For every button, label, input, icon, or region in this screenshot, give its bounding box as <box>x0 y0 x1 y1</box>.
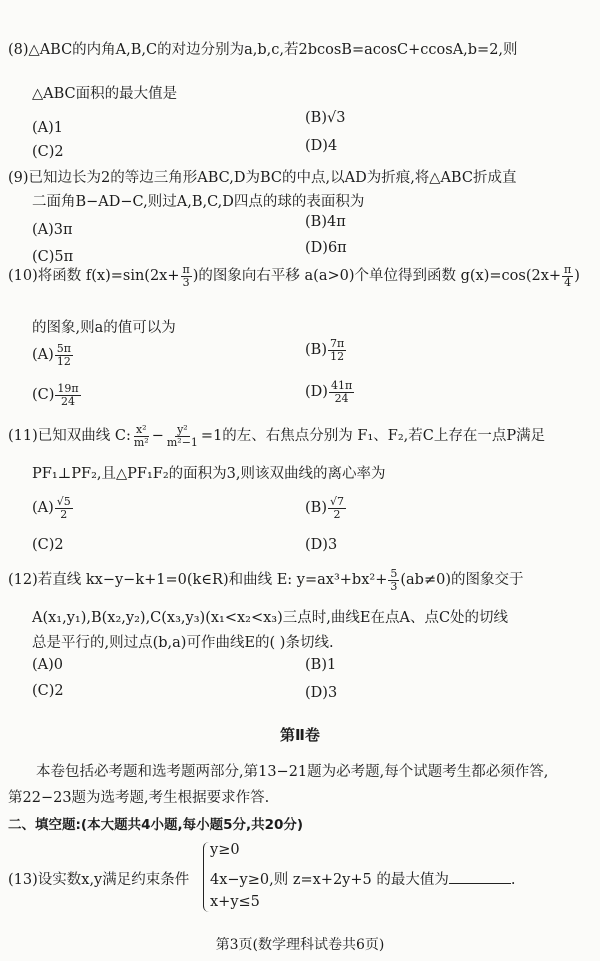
q11-stem-a: (11)已知双曲线 C: <box>8 428 131 445</box>
q11-frac-y <box>165 424 200 448</box>
q12-stem-a: (12)若直线 kx−y−k+1=0(k∈R)和曲线 E: y=ax³+bx²+ <box>8 572 388 589</box>
q11-minus: − <box>151 428 164 445</box>
q9-option-a: (A)3π <box>32 222 73 238</box>
q10-stem-c: ) <box>574 268 580 285</box>
q11-option-b-label: (B) <box>305 500 327 517</box>
q11-option-a-frac <box>55 496 73 520</box>
q10-option-d-label: (D) <box>305 384 328 401</box>
q13-constraint-3: x+y≤5 <box>210 894 260 910</box>
q11-option-a <box>32 496 74 520</box>
q11-option-a-den: 2 <box>60 507 68 521</box>
q10-option-b-label: (B) <box>305 342 327 359</box>
q8-option-d: (D)4 <box>305 138 338 154</box>
q11-option-a-num: √5 <box>56 495 71 508</box>
q10-frac-pi3 <box>181 264 192 288</box>
q9-line2: 二面角B−AD−C,则过A,B,C,D四点的球的表面积为 <box>32 194 365 210</box>
q10-frac-pi4-num: π <box>564 263 572 276</box>
q11-option-a-label: (A) <box>32 500 54 517</box>
section-intro-line2: 第22−23题为选考题,考生根据要求作答. <box>8 790 270 806</box>
q12-frac-den: 3 <box>390 579 398 593</box>
section-title: 第Ⅱ卷 <box>280 726 320 744</box>
constraint-brace <box>203 842 210 912</box>
q11-option-c: (C)2 <box>32 537 64 553</box>
q9-option-d: (D)6π <box>305 240 347 256</box>
q12-frac-num: 5 <box>390 567 398 580</box>
q10-option-a <box>32 343 74 367</box>
q10-option-b-frac <box>328 338 346 362</box>
q10-option-c-num: 19π <box>57 382 79 395</box>
q12-option-d: (D)3 <box>305 685 338 701</box>
q13-end: . <box>510 872 516 888</box>
q10-frac-pi4-den: 4 <box>564 275 572 289</box>
q11-option-b-den: 2 <box>333 507 341 521</box>
q8-option-c: (C)2 <box>32 144 64 160</box>
q8-line1: (8)△ABC的内角A,B,C的对边分别为a,b,c,若2bcosB=acosC+ccosA,b=2,则 <box>8 42 518 58</box>
q10-line1 <box>8 264 580 288</box>
q11-frac-y-den: m²−1 <box>166 435 198 449</box>
q10-option-b-num: 7π <box>329 337 345 350</box>
q11-line2: PF₁⊥PF₂,且△PF₁F₂的面积为3,则该双曲线的离心率为 <box>32 466 386 482</box>
q12-line1 <box>8 568 523 592</box>
q13-constraint-2 <box>210 868 515 889</box>
q11-option-d: (D)3 <box>305 537 338 553</box>
q9-option-b: (B)4π <box>305 214 346 230</box>
q12-option-b: (B)1 <box>305 657 337 673</box>
q10-option-d-num: 41π <box>330 379 353 392</box>
q10-option-d-den: 24 <box>334 391 349 405</box>
q11-frac-x-num: x² <box>135 423 147 436</box>
q12-line3: 总是平行的,则过点(b,a)可作曲线E的( )条切线. <box>32 635 334 651</box>
q11-frac-y-num: y² <box>177 423 188 436</box>
q11-line1 <box>8 424 545 448</box>
q12-option-c: (C)2 <box>32 683 64 699</box>
q10-option-c-den: 24 <box>61 394 76 408</box>
q10-option-c-label: (C) <box>32 387 55 404</box>
q10-option-d <box>305 380 355 404</box>
q10-option-c <box>32 383 82 407</box>
q10-option-b-den: 12 <box>330 349 345 363</box>
q8-option-a: (A)1 <box>32 120 64 136</box>
q13-constraint-1: y≥0 <box>210 842 240 858</box>
q12-stem-b: (ab≠0)的图象交于 <box>400 572 524 589</box>
q10-frac-pi3-num: π <box>182 263 190 276</box>
page-footer: 第3页(数学理科试卷共6页) <box>215 937 385 953</box>
q9-option-c: (C)5π <box>32 249 74 265</box>
q10-option-a-den: 12 <box>56 354 71 368</box>
q8-line2: △ABC面积的最大值是 <box>32 86 178 102</box>
answer-blank <box>449 871 511 884</box>
q10-frac-pi3-den: 3 <box>182 275 190 289</box>
q11-frac-x <box>132 424 151 448</box>
q11-option-b <box>305 496 347 520</box>
q10-option-c-frac <box>55 383 80 407</box>
q10-option-a-label: (A) <box>32 347 54 364</box>
q10-option-a-frac <box>55 343 73 367</box>
q10-option-d-frac <box>329 380 354 404</box>
q10-stem-b: )的图象向右平移 a(a>0)个单位得到函数 g(x)=cos(2x+ <box>192 268 562 285</box>
q12-line2: A(x₁,y₁),B(x₂,y₂),C(x₃,y₃)(x₁<x₂<x₃)三点时,曲线E在点A、点C处的切线 <box>32 610 509 626</box>
q12-option-a: (A)0 <box>32 657 64 673</box>
q11-frac-x-den: m² <box>133 435 149 449</box>
q10-line2: 的图象,则a的值可以为 <box>32 320 176 336</box>
q13-lead: (13)设实数x,y满足约束条件 <box>8 872 190 888</box>
q13-constraint-2-text: 4x−y≥0,则 z=x+2y+5 的最大值为 <box>210 872 449 888</box>
section-intro-line1: 本卷包括必考题和选考题两部分,第13−21题为必考题,每个试题考生都必须作答, <box>36 764 549 780</box>
q11-option-b-frac <box>328 496 346 520</box>
q11-option-b-num: √7 <box>329 495 344 508</box>
q10-stem-a: (10)将函数 f(x)=sin(2x+ <box>8 268 180 285</box>
q12-frac <box>388 568 399 592</box>
q10-frac-pi4 <box>562 264 573 288</box>
fill-blank-heading: 二、填空题:(本大题共4小题,每小题5分,共20分) <box>8 817 304 833</box>
q11-stem-b: =1的左、右焦点分别为 F₁、F₂,若C上存在一点P满足 <box>200 428 546 445</box>
q10-option-a-num: 5π <box>56 342 72 355</box>
q9-line1: (9)已知边长为2的等边三角形ABC,D为BC的中点,以AD为折痕,将△ABC折成直 <box>8 170 517 186</box>
q8-option-b: (B)√3 <box>305 110 346 126</box>
q10-option-b <box>305 338 347 362</box>
